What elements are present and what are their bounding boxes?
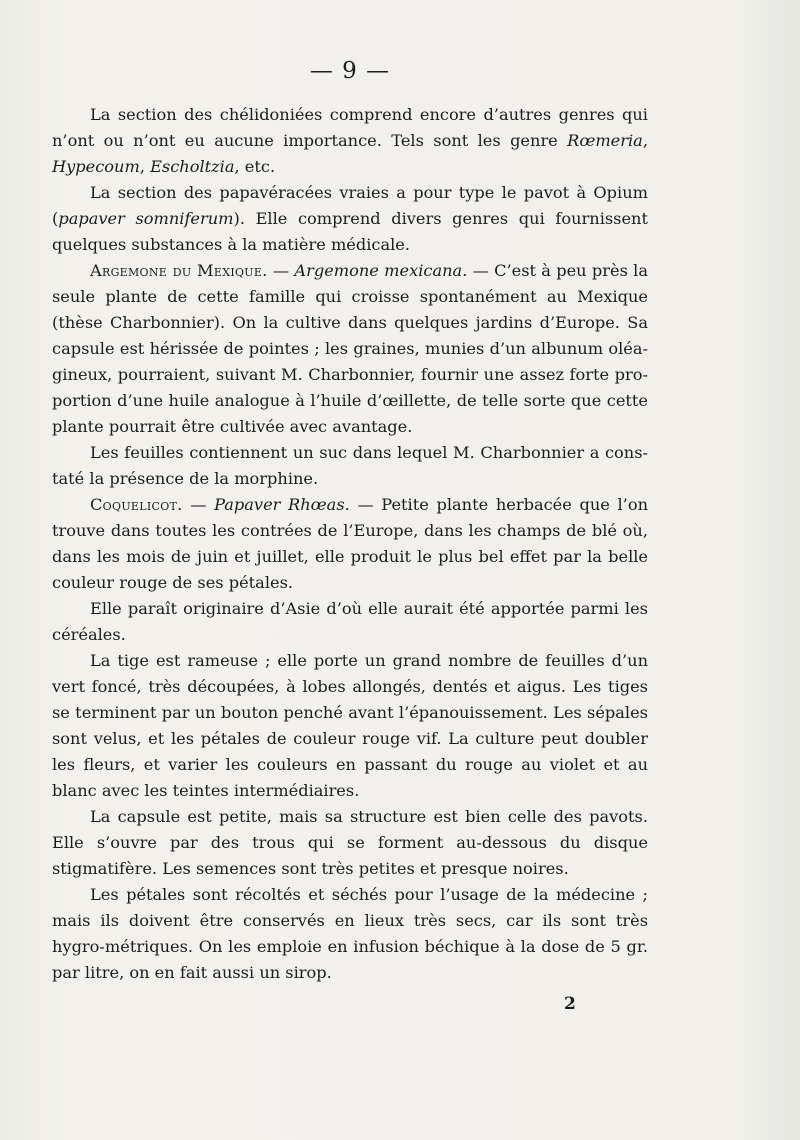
italic-term: papaver somniferum	[58, 209, 234, 228]
entry-heading: Coquelicot.	[90, 495, 183, 514]
text-run: La section des chélidoniées comprend encore d’autres genres qui n’ont ou n’ont eu aucune importance. Tels sont les genre	[52, 105, 648, 150]
italic-term: Escholtzia	[150, 157, 235, 176]
paragraph	[52, 804, 648, 882]
text-run: Les pétales sont récoltés et séchés pour l’usage de la médecine ; mais ils doivent être conservés en lieux très secs, car ils sont très hygro-métriques. On les emploie en infusion béchique à la dose de 5 gr. par litre, on en fait aussi un sirop.	[52, 885, 648, 982]
text-run: ,	[642, 131, 648, 150]
text-run: Les feuilles contiennent un suc dans lequel M. Charbonnier a cons-taté la présence de la morphine.	[52, 443, 648, 488]
paragraph	[52, 102, 648, 180]
body-text	[52, 102, 648, 986]
paragraph	[52, 258, 648, 440]
text-run: La section des papavéracées vraies a pour type le pavot à Opium (	[52, 183, 648, 228]
italic-term: Hypecoum	[52, 157, 140, 176]
text-run: , etc.	[234, 157, 276, 176]
paragraph	[52, 596, 648, 648]
text-run: — Petite plante herbacée que l’on trouve dans toutes les contrées de l’Europe, dans les champs de blé où, dans les mois de juin et juillet, elle produit le plus bel effet par la belle couleur rouge de ses pétales.	[52, 495, 648, 592]
text-run: Elle paraît originaire d’Asie d’où elle aurait été apportée parmi les céréales.	[52, 599, 648, 644]
text-run: —	[267, 261, 295, 280]
italic-term: Papaver Rhœas.	[214, 495, 350, 514]
text-run: La capsule est petite, mais sa structure est bien celle des pavots. Elle s’ouvre par des trous qui se forment au-dessous du disque stigmatifère. Les semences sont très petites et presque noires.	[52, 807, 648, 878]
text-run: ,	[139, 157, 151, 176]
signature-mark: 2	[564, 994, 576, 1014]
italic-term: Rœmeria	[567, 131, 643, 150]
paragraph	[52, 180, 648, 258]
paragraph	[52, 648, 648, 804]
text-run: ). Elle comprend divers genres qui fournissent quelques substances à la matière médicale.	[52, 209, 648, 254]
page-number: — 9 —	[309, 58, 391, 84]
text-run: — C’est à peu près la seule plante de cette famille qui croisse spontanément au Mexique (thèse Charbonnier). On la cultive dans quelques jardins d’Europe. Sa capsule est hérissée de pointes ; les graines, munies d’un albunum oléa-gineux, pourraient, suivant M. Charbonnier, fournir une assez forte pro-portion d’une huile analogue à l’huile d’œillette, de telle sorte que cette plante pourrait être cultivée avec avantage.	[52, 261, 648, 436]
entry-heading: Argemone du Mexique.	[90, 261, 268, 280]
text-run: —	[182, 495, 215, 514]
text-run: La tige est rameuse ; elle porte un grand nombre de feuilles d’un vert foncé, très découpées, à lobes allongés, dentés et aigus. Les tiges se terminent par un bouton penché avant l’épanouissement. Les sépales sont velus, et les pétales de couleur rouge vif. La culture peut doubler les fleurs, et varier les couleurs en passant du rouge au violet et au blanc avec les teintes intermédiaires.	[52, 651, 648, 800]
paragraph	[52, 492, 648, 596]
paragraph	[52, 882, 648, 986]
italic-term: Argemone mexicana.	[294, 261, 468, 280]
paragraph	[52, 440, 648, 492]
